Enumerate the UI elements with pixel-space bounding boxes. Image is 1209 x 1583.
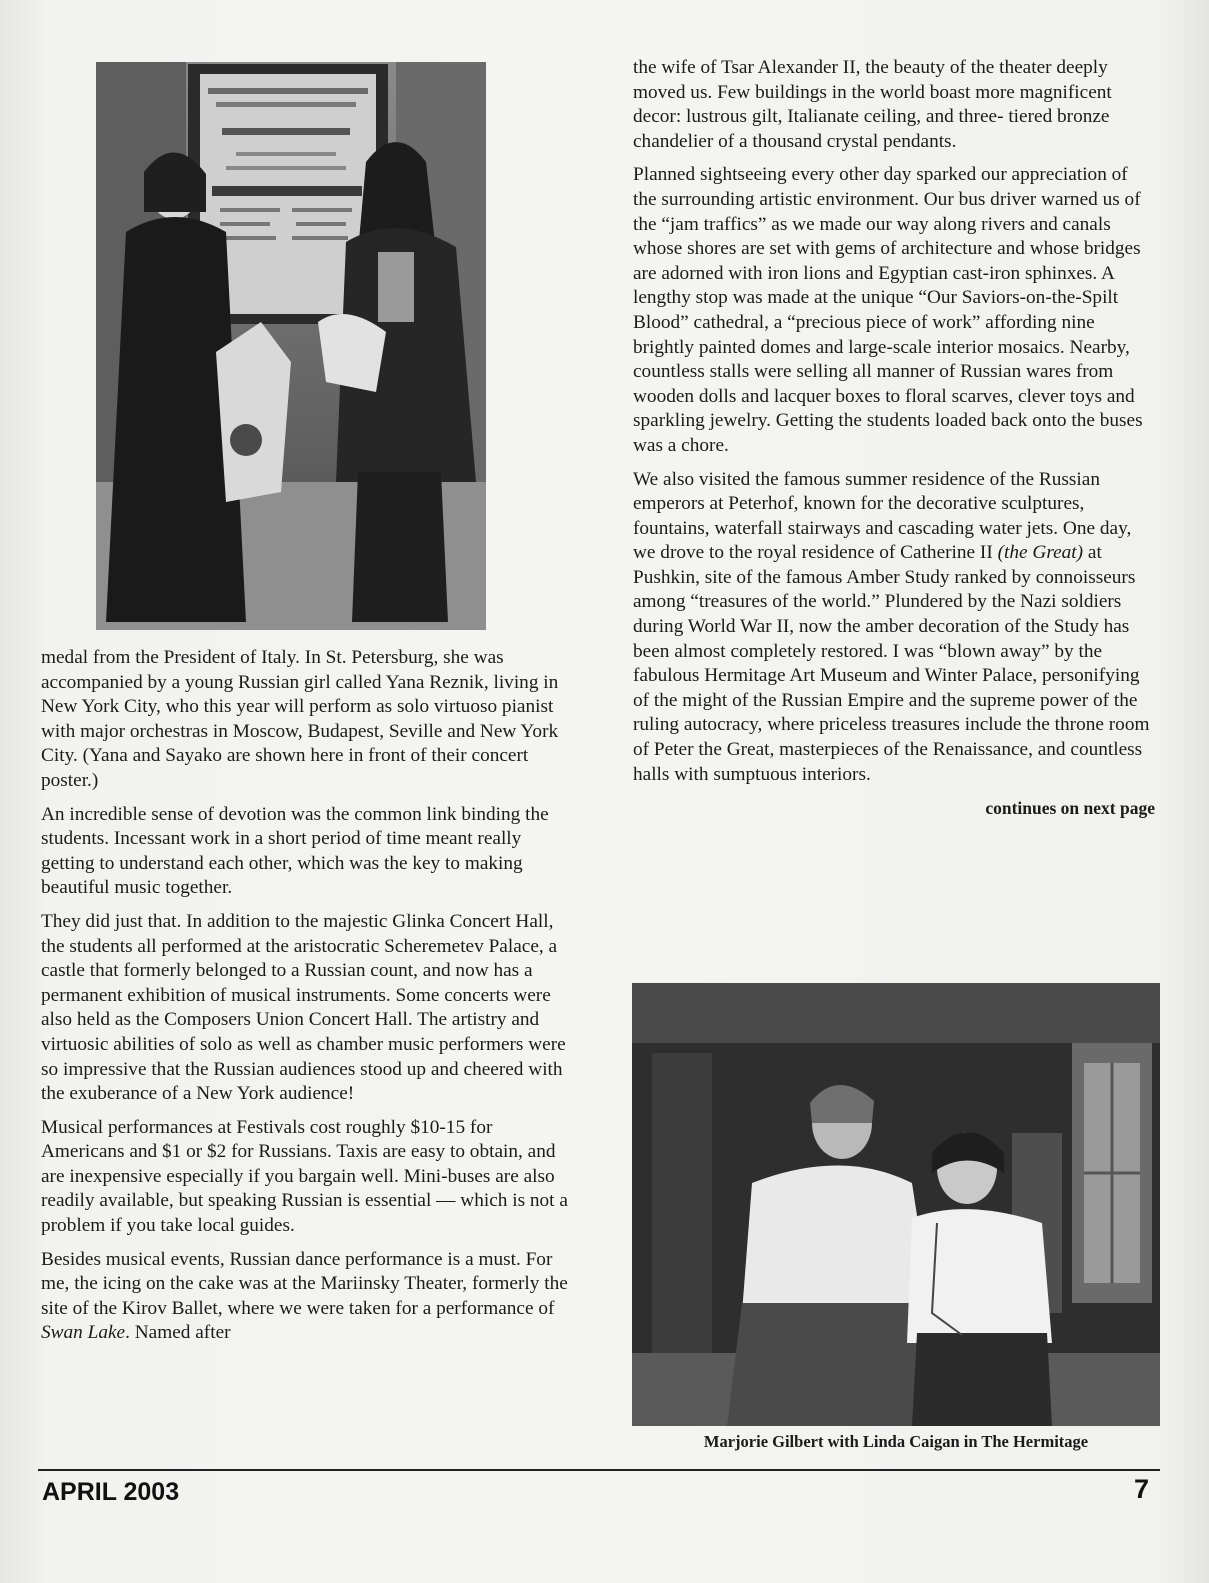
hermitage-photo bbox=[632, 983, 1160, 1426]
right-paragraph-3 bbox=[633, 468, 1155, 788]
left-paragraph-5-end: . Named after bbox=[125, 1322, 231, 1344]
the-great-italic: (the Great) bbox=[997, 542, 1084, 564]
concert-poster-photo bbox=[96, 62, 486, 630]
left-paragraph-1: medal from the President of Italy. In St. Petersburg, she was accompanied by a young Russian girl called Yana Reznik, living in New York City, who this year will perform as solo virtuoso pianist with major orchestras in Moscow, Budapest, Seville and New York City. (Yana and Sayako are shown here in front of their concert poster.) bbox=[41, 647, 559, 791]
right-paragraph-1: the wife of Tsar Alexander II, the beauty of the theater deeply moved us. Few buildings in the world boast more magnificent decor: lustrous gilt, Italianate ceiling, and three- tiered bronze chandelier of a thousand crystal pendants. bbox=[633, 57, 1112, 152]
left-paragraph-5 bbox=[41, 1248, 569, 1346]
right-paragraph-3-start: We also visited the famous summer residence of the Russian emperors at Peterhof, known for the decorative sculptures, fountains, waterfall stairways and cascading water jets. One day, we drove to the royal residence of Catherine II bbox=[633, 468, 1132, 564]
hermitage-photo-drawing bbox=[632, 983, 1160, 1426]
concert-poster-photo-drawing bbox=[96, 62, 486, 630]
right-paragraph-3-end: at Pushkin, site of the famous Amber Study ranked by connoisseurs among “treasures of the world.” Plundered by the Nazi soldiers during World War II, now the amber decoration of the Study has been almost completely restored. I was “blown away” by the fabulous Hermitage Art Museum and Winter Palace, personifying of the might of the Russian Empire and the supreme power of the ruling autocracy, where priceless treasures include the throne room of Peter the Great, masterpieces of the Renaissance, and countless halls with sumptuous interiors. bbox=[633, 542, 1150, 785]
page-number: 7 bbox=[1133, 1474, 1149, 1504]
left-column bbox=[41, 646, 569, 1355]
left-paragraph-5-start: Besides musical events, Russian dance performance is a must. For me, the icing on the cake was at the Mariinsky Theater, formerly the site of the Kirov Ballet, where we were taken for a performance of bbox=[41, 1248, 568, 1319]
swan-lake-title: Swan Lake bbox=[41, 1322, 126, 1344]
photo-caption: Marjorie Gilbert with Linda Caigan in The Hermitage bbox=[703, 1432, 1089, 1451]
right-column bbox=[633, 56, 1155, 830]
issue-date: APRIL 2003 bbox=[42, 1478, 180, 1506]
continues-on-next-page: continues on next page bbox=[985, 798, 1155, 819]
left-paragraph-4: Musical performances at Festivals cost roughly $10-15 for Americans and $1 or $2 for Russians. Taxis are easy to obtain, and are inexpensive especially if you bargain well. Mini-buses are also readily available, but speaking Russian is essential — which is not a problem if you take local guides. bbox=[41, 1116, 568, 1237]
right-paragraph-2: Planned sightseeing every other day sparked our appreciation of the surrounding artistic environment. Our bus driver warned us of the “jam traffics” as we made our way along rivers and canals whose shores are set with gems of architecture and whose bridges are adorned with iron lions and Egyptian cast-iron sphinxes. A lengthy stop was made at the unique “Our Saviors-on-the-Spilt Blood” cathedral, a “precious piece of work” affording nine brightly painted domes and large-scale interior mosaics. Nearby, countless stalls were selling all manner of Russian wares from wooden dolls and lacquer boxes to floral scarves, clever toys and sparkling jewelry. Getting the students loaded back onto the buses was a chore. bbox=[633, 164, 1143, 456]
left-paragraph-3: They did just that. In addition to the majestic Glinka Concert Hall, the students all performed at the aristocratic Scheremetev Palace, a castle that formerly belonged to a Russian count, and now has a permanent exhibition of musical instruments. Some concerts were also held as the Composers Union Concert Hall. The artistry and virtuosic abilities of solo as well as chamber music performers were so impressive that the Russian audiences stood up and cheered with the exuberance of a New York audience! bbox=[41, 910, 566, 1105]
footer-rule bbox=[38, 1469, 1160, 1471]
left-paragraph-2: An incredible sense of devotion was the common link binding the students. Incessant work in a short period of time meant really getting to understand each other, which was the key to making beautiful music together. bbox=[41, 803, 549, 899]
